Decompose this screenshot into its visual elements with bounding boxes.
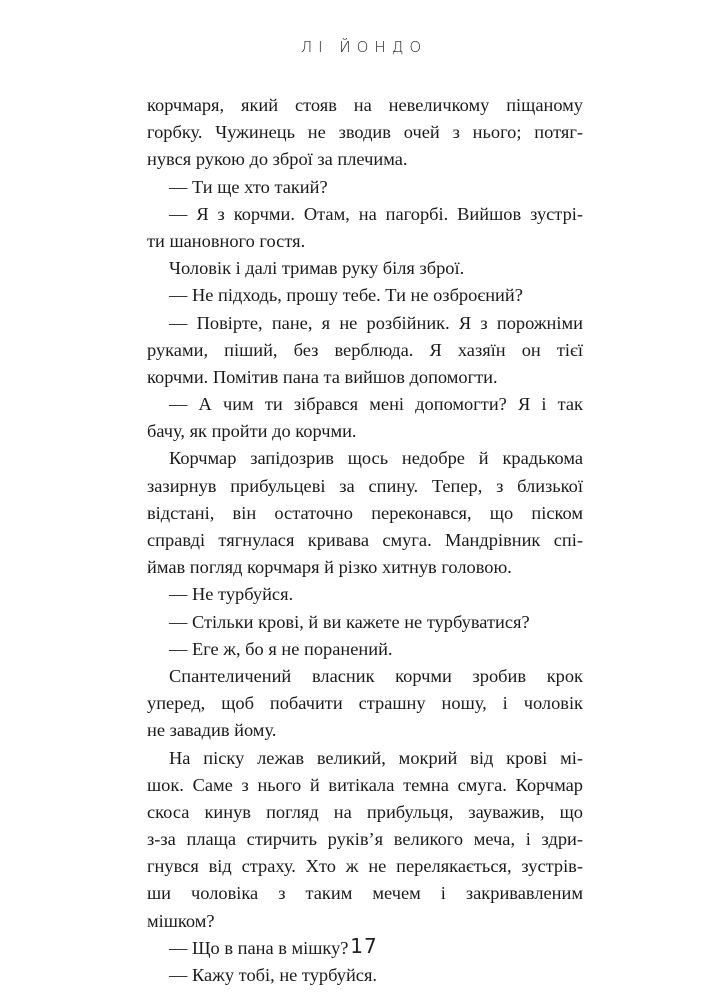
text-line: Корчмар запідозрив щось недобре й крадькома bbox=[169, 448, 583, 469]
text-line: — Кажу тобі, не турбуйся. bbox=[169, 965, 378, 985]
text-line: руками, піший, без верблюда. Я хазяїн он тієї bbox=[147, 339, 583, 360]
text-line: корчмаря, який стояв на невеличкому піщаному bbox=[147, 95, 583, 115]
text-line: ши чоловіка з таким мечем і закривавленим bbox=[147, 883, 583, 904]
text-line: — Не турбуйся. bbox=[169, 584, 294, 605]
text-line: не завадив йому. bbox=[147, 720, 277, 741]
text-line: шок. Саме з нього й витікала темна смуга. Корчмар bbox=[147, 774, 583, 795]
text-line: — А чим ти зібрався мені допомогти? Я і так bbox=[169, 394, 583, 415]
text-line: гнувся від страху. Хто ж не перелякається, зустрів- bbox=[147, 856, 583, 877]
text-line: нувся рукою до зброї за плечима. bbox=[147, 149, 408, 170]
text-line: Спантеличений власник корчми зробив крок bbox=[169, 665, 583, 686]
text-line: корчми. Помітив пана та вийшов допомогти. bbox=[147, 366, 498, 387]
text-line: горбку. Чужинець не зводив очей з нього; потяг- bbox=[147, 122, 583, 143]
text-line: Чоловік і далі тримав руку біля зброї. bbox=[169, 258, 465, 279]
text-line: справді тягнулася кривава смуга. Мандрівник спі- bbox=[147, 530, 583, 550]
text-line: уперед, щоб побачити страшну ношу, і чоловік bbox=[147, 693, 583, 714]
text-line: На піску лежав великий, мокрий від крові мі- bbox=[169, 747, 583, 768]
text-line: — Я з корчми. Отам, на пагорбі. Вийшов зустрі- bbox=[169, 203, 583, 224]
text-line: — Еге ж, бо я не поранений. bbox=[169, 638, 393, 659]
text-line: ймав погляд корчмаря й різко хитнув головою. bbox=[147, 557, 512, 578]
text-line: — Ти ще хто такий? bbox=[169, 176, 328, 197]
text-line: відстані, він остаточно переконався, що піском bbox=[147, 502, 583, 523]
page-number: 17 bbox=[350, 934, 378, 958]
text-line: мішком? bbox=[147, 910, 215, 931]
body-text bbox=[147, 92, 583, 989]
text-line: зазирнув прибульцеві за спину. Тепер, з близької bbox=[147, 475, 583, 496]
running-head: ЛІ ЙОНДО bbox=[300, 38, 428, 56]
text-line: — Що в пана в мішку? bbox=[169, 937, 349, 958]
text-line: — Повірте, пане, я не розбійник. Я з порожніми bbox=[169, 312, 583, 333]
text-line: — Стільки крові, й ви кажете не турбуватися? bbox=[169, 611, 530, 632]
text-line: — Не підходь, прошу тебе. Ти не озброєний? bbox=[169, 285, 523, 306]
text-line: ти шановного гостя. bbox=[147, 230, 306, 251]
text-line: бачу, як пройти до корчми. bbox=[147, 421, 357, 442]
text-line: з-за плаща стирчить руків’я великого меча, і здри- bbox=[147, 829, 583, 850]
text-line: скоса кинув погляд на прибульця, зауважив, що bbox=[147, 801, 583, 822]
